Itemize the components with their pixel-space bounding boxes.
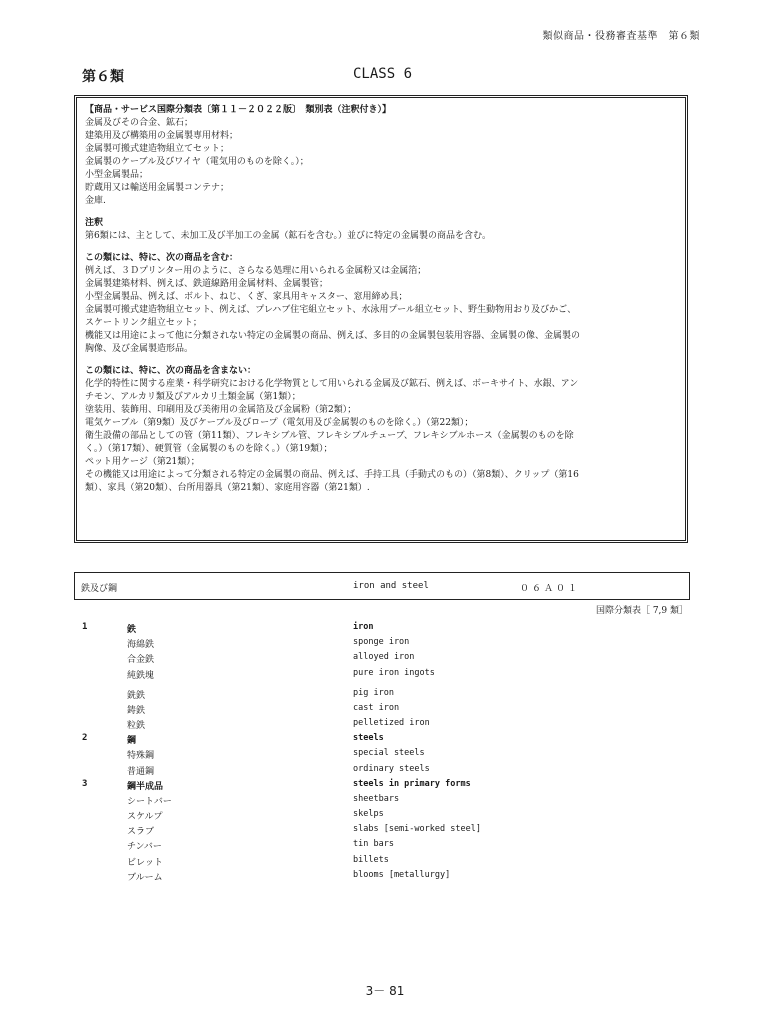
row-number: 1 bbox=[82, 622, 88, 632]
running-header: 類似商品・役務審査基準 第６類 bbox=[542, 31, 700, 42]
goods-row bbox=[82, 666, 682, 681]
goods-row bbox=[82, 762, 682, 777]
excludes-line: 類）、家具（第20類）、台所用器具（第21類）、家庭用容器（第21類）. bbox=[85, 483, 370, 493]
group-name-jp: 鉄及び鋼 bbox=[81, 584, 118, 594]
goods-row bbox=[82, 746, 682, 761]
notes-heading: 【商品・サービス国際分類表〔第１１－２０２２版〕 類別表（注釈付き）】 bbox=[85, 105, 392, 115]
goods-name-en: ordinary steels bbox=[353, 763, 430, 774]
excludes-line: 塗装用、装飾用、印刷用及び美術用の金属箔及び金属粉（第2類）； bbox=[85, 405, 357, 415]
goods-name-jp: チンバー bbox=[127, 842, 162, 853]
goods-name-jp: 鉄 bbox=[127, 625, 137, 635]
goods-name-jp: 鋼半成品 bbox=[127, 781, 164, 792]
class-heading-line: 小型金属製品； bbox=[85, 170, 149, 180]
excludes-line: 電気ケーブル（第9類）及びケーブル及びロープ（電気用及び金属製のものを除く。）（第22類）； bbox=[85, 418, 474, 428]
goods-name-jp: 粒鉄 bbox=[127, 720, 146, 731]
goods-name-en: special steels bbox=[353, 748, 425, 759]
goods-row bbox=[82, 837, 682, 852]
goods-row bbox=[82, 792, 682, 807]
includes-line: 金属製建築材料、例えば、鉄道線路用金属材料、金属製管； bbox=[85, 279, 329, 289]
goods-name-jp: 特殊鋼 bbox=[127, 751, 155, 762]
goods-name-jp: 鋼 bbox=[127, 736, 137, 747]
goods-name-jp: 合金鉄 bbox=[127, 655, 155, 666]
class-heading-line: 金属及びその合金、鉱石； bbox=[85, 118, 194, 128]
goods-name-jp: シートバー bbox=[127, 796, 172, 807]
goods-name-en: steels bbox=[353, 733, 384, 744]
goods-name-jp: スケルプ bbox=[127, 812, 163, 823]
goods-table bbox=[82, 620, 682, 883]
goods-name-en: cast iron bbox=[353, 702, 400, 713]
goods-row bbox=[82, 716, 682, 731]
notes-box bbox=[74, 95, 688, 543]
goods-row bbox=[82, 853, 682, 868]
chushaku-text: 第6類には、主として、未加工及び半加工の金属（鉱石を含む。）並びに特定の金属製の商品を含む。 bbox=[85, 231, 492, 241]
class-heading-line: 貯蔵用又は輸送用金属製コンテナ； bbox=[85, 183, 230, 193]
goods-name-jp: 海綿鉄 bbox=[127, 640, 155, 651]
goods-name-jp: ブルーム bbox=[127, 872, 163, 883]
goods-name-en: slabs [semi-worked steel] bbox=[353, 824, 481, 835]
goods-name-jp: 普通鋼 bbox=[127, 766, 155, 777]
goods-row bbox=[82, 868, 682, 883]
includes-line: スケートリンク組立セット； bbox=[85, 318, 202, 328]
group-code: ０６Ａ０１ bbox=[520, 584, 581, 594]
excludes-line: 化学的特性に関する産業・科学研究における化学物質として用いられる金属及び鉱石、例えば、ボーキサイト、水銀、アン bbox=[85, 379, 579, 389]
class-heading-line: 金属製のケーブル及びワイヤ（電気用のものを除く。）； bbox=[85, 157, 309, 167]
goods-name-jp: 銑鉄 bbox=[127, 690, 146, 701]
class-heading-line: 金属製可搬式建造物組立てセット； bbox=[85, 144, 230, 154]
group-heading-row bbox=[82, 777, 682, 792]
goods-name-en: billets bbox=[353, 854, 389, 865]
class-title-jp: 第６類 bbox=[82, 69, 124, 85]
includes-line: 小型金属製品、例えば、ボルト、ねじ、くぎ、家具用キャスター、窓用締め具； bbox=[85, 292, 408, 302]
goods-name-jp: ビレット bbox=[127, 857, 163, 868]
row-number: 2 bbox=[82, 733, 88, 744]
excludes-line: 衛生設備の部品としての管（第11類）、フレキシブル管、フレキシブルチューブ、フレキシブルホース（金属製のものを除 bbox=[85, 431, 574, 441]
excludes-line: ペット用ケージ（第21類）； bbox=[85, 457, 200, 467]
includes-line: 例えば、３Ｄプリンター用のように、さらなる処理に用いられる金属粉又は金属箔； bbox=[85, 266, 427, 276]
goods-row bbox=[82, 701, 682, 716]
goods-name-en: alloyed iron bbox=[353, 652, 415, 663]
row-number: 3 bbox=[82, 778, 88, 789]
excludes-line: その機能又は用途によって分類される特定の金属製の商品、例えば、手持工具（手動式のもの）（第8類）、クリップ（第16 bbox=[85, 470, 579, 480]
excludes-line: チモン、アルカリ類及びアルカリ土類金属（第1類）； bbox=[85, 392, 301, 402]
goods-name-en: steels in primary forms bbox=[353, 778, 471, 789]
group-heading-row bbox=[82, 620, 682, 635]
goods-name-en: sheetbars bbox=[353, 793, 400, 804]
goods-name-jp: スラブ bbox=[127, 827, 155, 838]
goods-name-en: iron bbox=[353, 622, 374, 632]
goods-name-en: pure iron ingots bbox=[353, 667, 435, 678]
goods-name-jp: 鋳鉄 bbox=[127, 705, 146, 716]
goods-name-en: sponge iron bbox=[353, 637, 410, 648]
class-title-en: CLASS 6 bbox=[353, 66, 413, 82]
includes-heading: この類には、特に、次の商品を含む： bbox=[85, 253, 239, 263]
international-class-ref: 国際分類表［ 7,9 類］ bbox=[595, 606, 688, 616]
class-heading-line: 建築用及び構築用の金属製専用材料； bbox=[85, 131, 239, 141]
group-name-en: iron and steel bbox=[353, 581, 429, 591]
class-heading-list bbox=[85, 117, 677, 208]
excludes-heading: この類には、特に、次の商品を含まない： bbox=[85, 366, 257, 376]
goods-name-en: pelletized iron bbox=[353, 717, 430, 728]
includes-line: 胸像、及び金属製造形品。 bbox=[85, 344, 194, 354]
excludes-list bbox=[85, 378, 677, 495]
group-heading-row bbox=[82, 731, 682, 746]
includes-line: 機能又は用途によって他に分類されない特定の金属製の商品、例えば、多目的の金属製包装用容器、金属製の像、金属製の bbox=[85, 331, 581, 341]
excludes-line: く。）（第17類）、硬質管（金属製のものを除く。）（第19類）； bbox=[85, 444, 333, 454]
goods-name-en: skelps bbox=[353, 809, 384, 820]
includes-line: 金属製可搬式建造物組立セット、例えば、プレハブ住宅組立セット、水泳用プール組立セット、野生動物用おり及びかご、 bbox=[85, 305, 577, 315]
goods-row bbox=[82, 650, 682, 665]
class-heading-line: 金庫. bbox=[85, 196, 106, 206]
goods-row bbox=[82, 807, 682, 822]
goods-row bbox=[82, 822, 682, 837]
goods-name-en: tin bars bbox=[353, 839, 394, 850]
goods-row bbox=[82, 635, 682, 650]
group-header-box bbox=[74, 572, 690, 600]
goods-name-jp: 純鉄塊 bbox=[127, 670, 155, 681]
goods-row bbox=[82, 681, 682, 701]
chushaku-heading: 注釈 bbox=[85, 218, 104, 228]
goods-name-en: pig iron bbox=[353, 687, 394, 698]
includes-list bbox=[85, 265, 677, 356]
goods-name-en: blooms [metallurgy] bbox=[353, 869, 451, 880]
page-number: 3－ 81 bbox=[365, 984, 405, 998]
